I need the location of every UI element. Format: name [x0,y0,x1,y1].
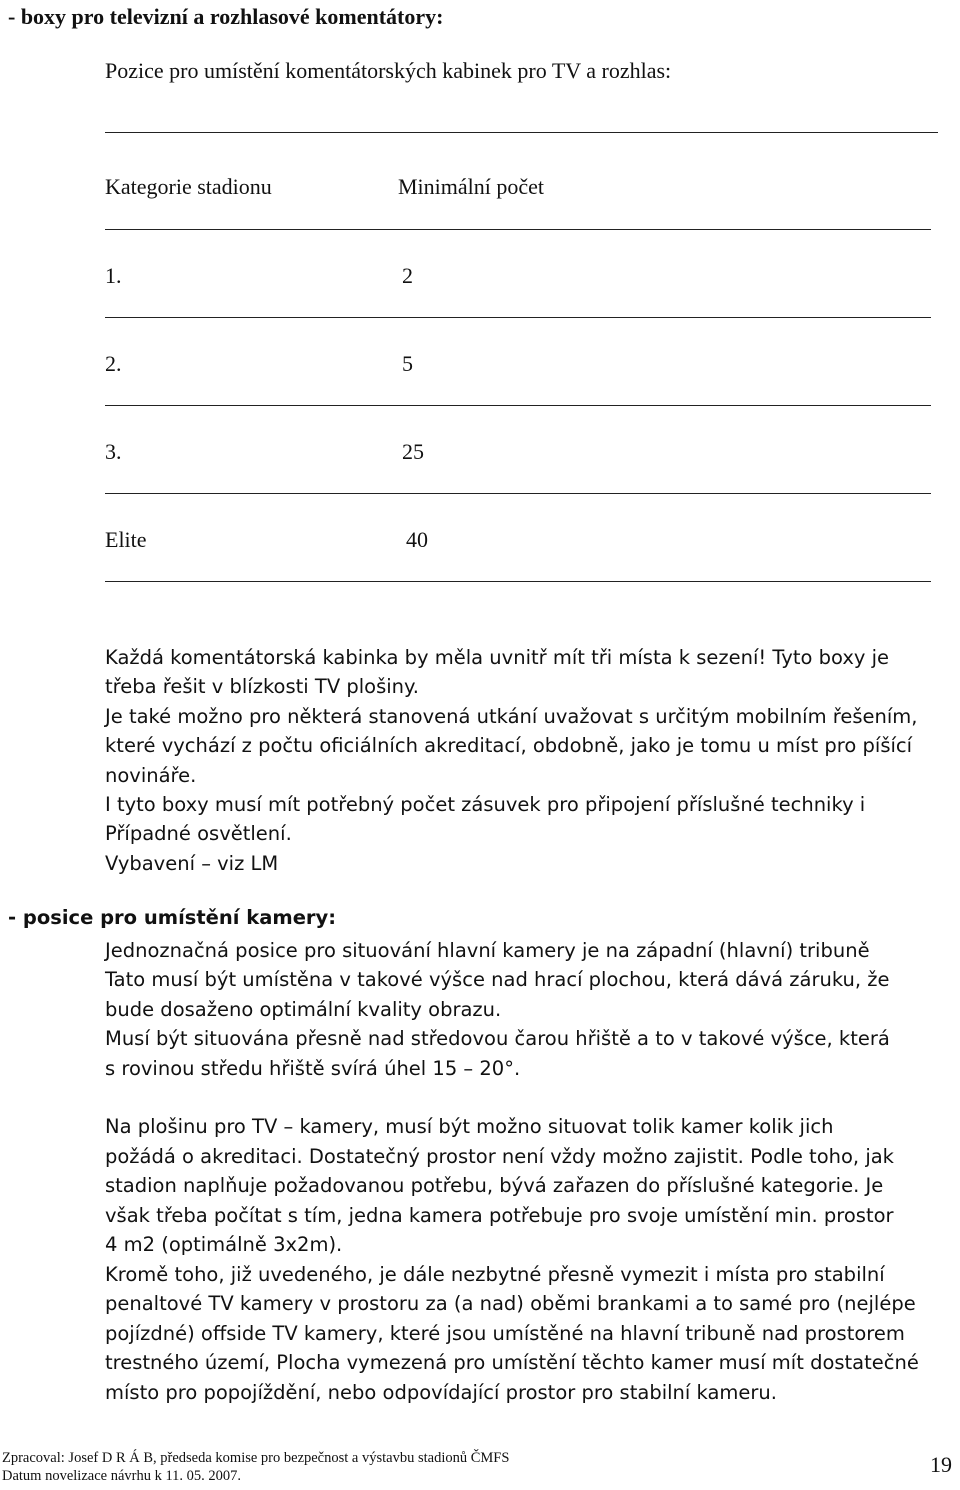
text-line: I tyto boxy musí mít potřebný počet zásuvek pro připojení příslušné techniky i [105,793,866,817]
table-cell-category: 1. [105,263,122,288]
table-rule [105,229,931,230]
text-line: které vychází z počtu oficiálních akreditací, obdobně, jako je tomu u míst pro píšící [105,734,913,758]
text-line: 4 m2 (optimálně 3x2m). [105,1233,343,1256]
table-cell-minimum: 5 [402,351,413,376]
table-rule [105,317,931,318]
table-cell-category: 2. [105,351,122,376]
text-line: Vybavení – viz LM [105,851,279,875]
text-line: Každá komentátorská kabinka by měla uvnitř mít tři místa k sezení! Tyto boxy je [105,646,890,669]
table-cell-category: 3. [105,439,122,464]
intro-text: Pozice pro umístění komentátorských kabinek pro TV a rozhlas: [105,58,672,83]
table-cell-minimum: 2 [402,263,413,288]
table-cell-minimum: 25 [402,439,424,464]
text-line: požádá o akreditaci. Dostatečný prostor není vždy možno zajistit. Podle toho, jak [105,1144,894,1168]
text-line: penaltové TV kamery v prostoru za (a nad) oběmi brankami a to samé pro (nejlépe [105,1292,916,1315]
footer-author: Zpracoval: Josef D R Á B, předseda komise pro bezpečnost a výstavbu stadionů ČMFS [2,1450,510,1466]
table-header-category: Kategorie stadionu [105,174,272,199]
text-line: novináře. [105,763,197,787]
text-line: Tato musí být umístěna v takové výšce nad hrací plochou, která dává záruku, že [105,968,890,992]
text-line: pojízdné) offside TV kamery, které jsou umístěné na hlavní tribuně nad prostorem [105,1321,905,1345]
table-rule [105,405,931,406]
text-line: třeba řešit v blízkosti TV plošiny. [105,675,419,699]
table-rule [105,581,931,582]
table-rule [105,493,931,494]
text-line: místo pro popojíždění, nebo odpovídající prostor pro stabilní kameru. [105,1380,777,1404]
text-line: Je také možno pro některá stanovená utkání uvažovat s určitým mobilním řešením, [105,704,918,728]
section-heading-commentator-boxes: - boxy pro televizní a rozhlasové komentátory: [8,4,444,29]
tv-platform-paragraph [105,1112,955,1407]
text-line: trestného území, Plocha vymezená pro umístění těchto kamer musí mít dostatečné [105,1351,919,1374]
table-header-minimum: Minimální počet [398,174,545,199]
camera-position-paragraph [105,936,955,1083]
table-cell-minimum: 40 [406,527,428,552]
table-rule [105,132,938,133]
table-cell-category: Elite [105,527,147,552]
page-footer [2,1449,509,1485]
page-number: 19 [930,1452,952,1477]
text-line: Jednoznačná posice pro situování hlavní kamery je na západní (hlavní) tribuně [105,939,870,962]
text-line: však třeba počítat s tím, jedna kamera potřebuje pro svoje umístění min. prostor [105,1203,894,1227]
text-line: Kromě toho, již uvedeného, je dále nezbytné přesně vymezit i místa pro stabilní [105,1262,885,1286]
text-line: Případné osvětlení. [105,822,292,846]
section-heading-camera-position: - posice pro umístění kamery: [8,906,337,929]
footer-revision-date: Datum novelizace návrhu k 11. 05. 2007. [2,1468,242,1484]
text-line: Na plošinu pro TV – kamery, musí být možno situovat tolik kamer kolik jich [105,1115,834,1138]
text-line: Musí být situována přesně nad středovou čarou hřiště a to v takové výšce, která [105,1027,890,1051]
text-line: stadion naplňuje požadovanou potřebu, bývá zařazen do příslušné kategorie. Je [105,1174,884,1197]
text-line: bude dosaženo optimální kvality obrazu. [105,997,502,1021]
text-line: s rovinou středu hřiště svírá úhel 15 – 20°. [105,1056,521,1080]
commentator-box-paragraph [105,643,955,878]
